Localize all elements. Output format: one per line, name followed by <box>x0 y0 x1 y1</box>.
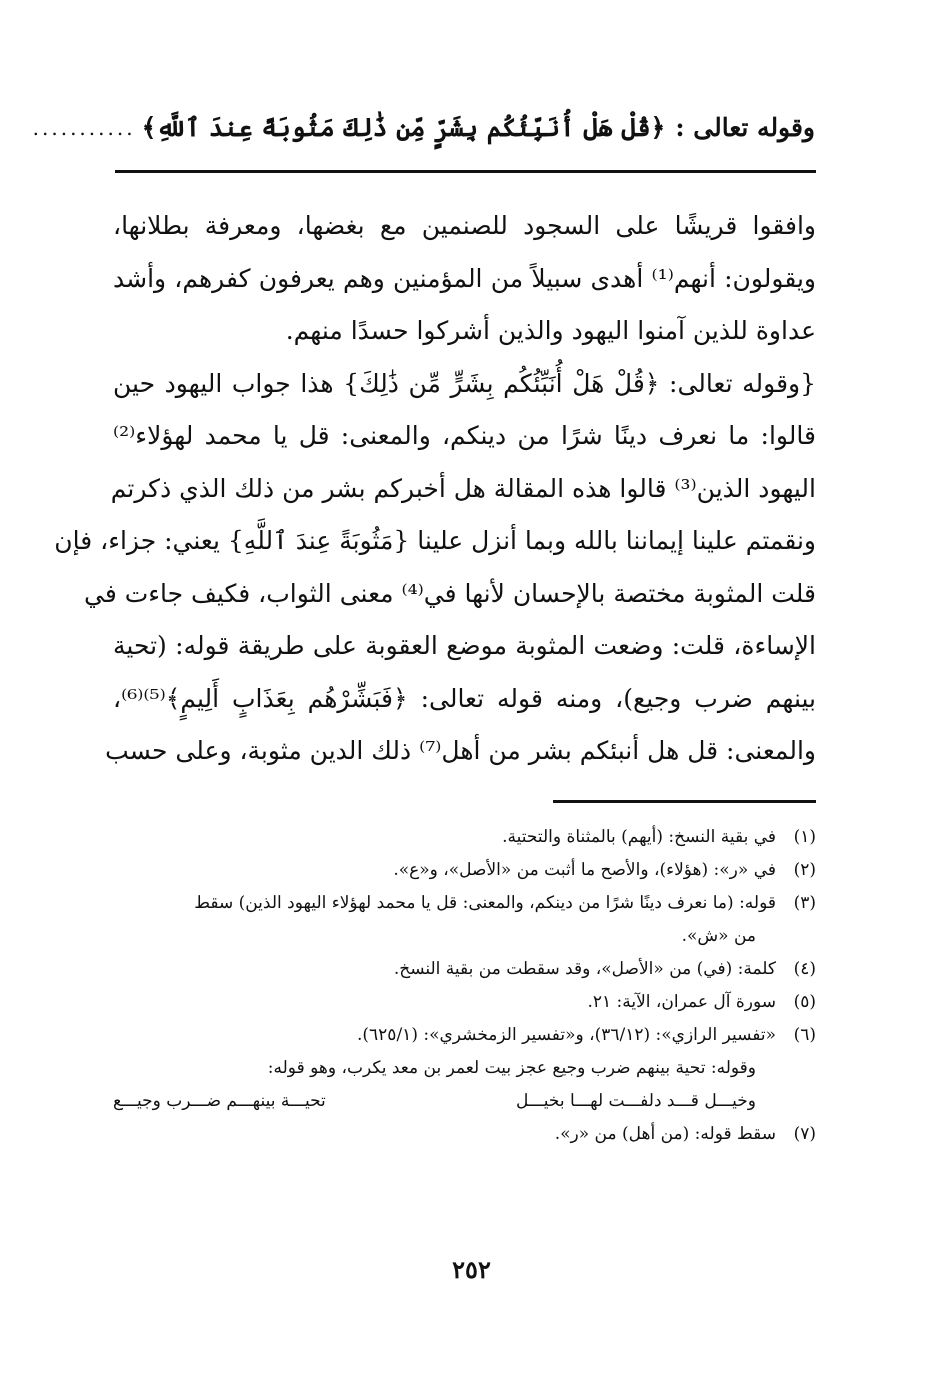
text-line: اليهود الذين⁽³⁾ قالوا هذه المقالة هل أخبركم بشر من ذلك الذي ذكرتم <box>110 473 816 503</box>
text-line: قلت المثوبة مختصة بالإحسان لأنها في⁽⁴⁾ معنى الثواب، فكيف جاءت في <box>84 578 816 608</box>
text-line: والمعنى: قل هل أنبئكم بشر من أهل⁽⁷⁾ ذلك الدين مثوبة، وعلى حسب <box>105 736 816 765</box>
text-line: قالوا: ما نعرف دينًا شرًا من دينكم، والمعنى: قل يا محمد لهؤلاء⁽²⁾ <box>113 421 816 450</box>
header-rule <box>115 170 816 173</box>
text-line: ويقولون: أنهم⁽¹⁾ أهدى سبيلاً من المؤمنين وهم يعرفون كفرهم، وأشد <box>113 263 817 293</box>
footnote-3 <box>113 887 816 920</box>
footnote-number: (٧) <box>793 1124 816 1144</box>
footnote-number: (٤) <box>793 959 816 979</box>
footnotes <box>113 821 816 1151</box>
footnote-number: (٦) <box>793 1025 816 1045</box>
footnote-text: «تفسير الرازي»: (٣٦/١٢)، و«تفسير الزمخشري»: (٦٢٥/١). <box>357 1025 776 1045</box>
poem-second-hemistich: تحيـــة بينهـــم ضـــرب وجيـــع <box>113 1091 326 1111</box>
footnote-4 <box>113 953 816 986</box>
text-line: {وقوله تعالى: ﴿قُلْ هَلْ أُنَبِّئُكُم بِشَرٍّ مِّن ذَٰلِكَ} هذا جواب اليهود حين <box>113 368 816 398</box>
footnote-text: قوله: (ما نعرف دينًا شرًا من دينكم، والمعنى: قل يا محمد لهؤلاء اليهود الذين) سقط <box>194 893 776 913</box>
text-line: الإساءة، قلت: وضعت المثوبة موضع العقوبة على طريقة قوله: (تحية <box>113 631 816 660</box>
text-line: عداوة للذين آمنوا اليهود والذين أشركوا حسدًا منهم. <box>285 316 816 345</box>
poem-verse <box>113 1085 816 1118</box>
footnote-text: في بقية النسخ: (أيهم) بالمثناة والتحتية. <box>502 827 776 847</box>
footnote-continuation: وقوله: تحية بينهم ضرب وجيع عجز بيت لعمر بن معد يكرب، وهو قوله: <box>267 1058 756 1078</box>
footnote-text: سقط قوله: (من أهل) من «ر». <box>554 1124 776 1144</box>
footnote-text: سورة آل عمران، الآية: ٢١. <box>587 992 776 1012</box>
header-leader-dots: ........... <box>32 116 136 140</box>
footnote-number: (١) <box>793 827 816 847</box>
header-verse: ﴿قُلْ هَلْ أُنَبِّئُكُم بِشَرٍّ مِّن ذَٰلِكَ مَثُوبَةً عِندَ ٱللَّهِ﴾ <box>141 113 666 142</box>
header-lead: وقوله تعالى : <box>675 113 815 142</box>
page-number: ٢٥٢ <box>452 1255 491 1284</box>
footnote-text: في «ر»: (هؤلاء)، والأصح ما أثبت من «الأصل»، و«ع». <box>393 860 776 880</box>
footnote-7 <box>113 1118 816 1151</box>
footnote-6 <box>113 1019 816 1052</box>
text-line: ونقمتم علينا إيماننا بالله وبما أنزل علينا {مَثُوبَةً عِندَ ٱللَّهِ} يعني: جزاء، فإن <box>54 526 816 555</box>
main-text <box>54 200 817 778</box>
footnote-number: (٥) <box>793 992 816 1012</box>
footnote-number: (٣) <box>793 893 816 913</box>
footnote-2 <box>113 854 816 887</box>
footnote-number: (٢) <box>793 860 816 880</box>
footnote-1 <box>113 821 816 854</box>
running-header <box>32 92 815 142</box>
text-line: بينهم ضرب وجيع)، ومنه قوله تعالى: ﴿فَبَشِّرْهُم بِعَذَابٍ أَلِيمٍ﴾⁽⁵⁾⁽⁶⁾، <box>113 683 816 713</box>
footnote-continuation: من «ش». <box>681 926 756 946</box>
footnote-text: كلمة: (في) من «الأصل»، وقد سقطت من بقية النسخ. <box>393 959 776 979</box>
poem-first-hemistich: وخيـــل قـــد دلفـــت لهـــا بخيـــل <box>515 1091 756 1111</box>
text-line: وافقوا قريشًا على السجود للصنمين مع بغضها، ومعرفة بطلانها، <box>113 211 816 240</box>
footnote-rule <box>553 800 816 803</box>
footnote-5 <box>113 986 816 1019</box>
